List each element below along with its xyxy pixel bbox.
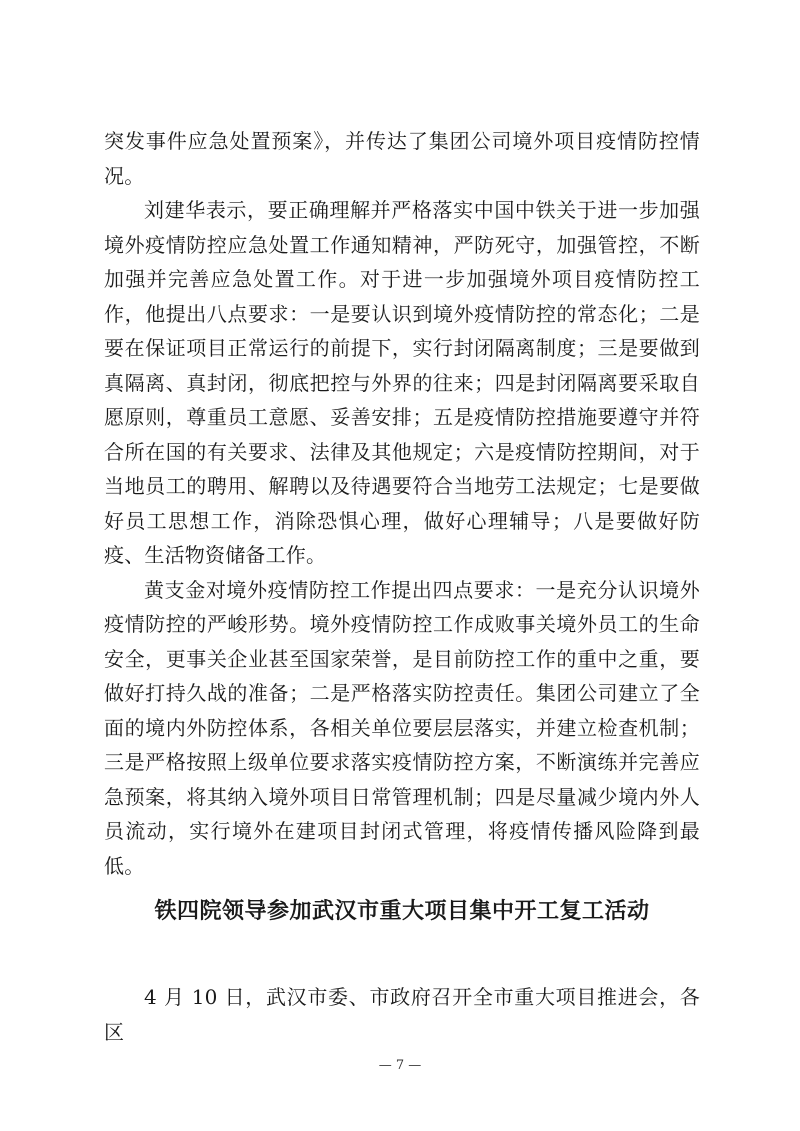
article-body	[104, 124, 700, 883]
page-number: — 7 —	[378, 1058, 422, 1073]
paragraph-continuation: 突发事件应急处置预案》，并传达了集团公司境外项目疫情防控情况。	[104, 129, 700, 188]
news-first-paragraph: 4 月 10 日，武汉市委、市政府召开全市重大项目推进会，各区	[104, 985, 700, 1044]
news-title: 铁四院领导参加武汉市重大项目集中开工复工活动	[154, 898, 650, 924]
paragraph-huang-zhijin: 黄支金对境外疫情防控工作提出四点要求：一是充分认识境外疫情防控的严峻形势。境外疫情防控工作成败事关境外员工的生命安全，更事关企业甚至国家荣誉，是目前防控工作的重中之重，要做好打持久战的准备；二是严格落实防控责任。集团公司建立了全面的境内外防控体系，各相关单位要层层落实，并建立检查机制；三是严格按照上级单位要求落实疫情防控方案，不断演练并完善应急预案，将其纳入境外项目日常管理机制；四是尽量减少境内外人员流动，实行境外在建项目封闭式管理，将疫情传播风险降到最低。	[104, 577, 700, 878]
paragraph-liu-jianhua: 刘建华表示，要正确理解并严格落实中国中铁关于进一步加强境外疫情防控应急处置工作通知精神，严防死守，加强管控，不断加强并完善应急处置工作。对于进一步加强境外项目疫情防控工作，他提出八点要求：一是要认识到境外疫情防控的常态化；二是要在保证项目正常运行的前提下，实行封闭隔离制度；三是要做到真隔离、真封闭，彻底把控与外界的往来；四是封闭隔离要采取自愿原则，尊重员工意愿、妥善安排；五是疫情防控措施要遵守并符合所在国的有关要求、法律及其他规定；六是疫情防控期间，对于当地员工的聘用、解聘以及待遇要符合当地劳工法规定；七是要做好员工思想工作，消除恐惧心理，做好心理辅导；八是要做好防疫、生活物资储备工作。	[104, 198, 700, 567]
